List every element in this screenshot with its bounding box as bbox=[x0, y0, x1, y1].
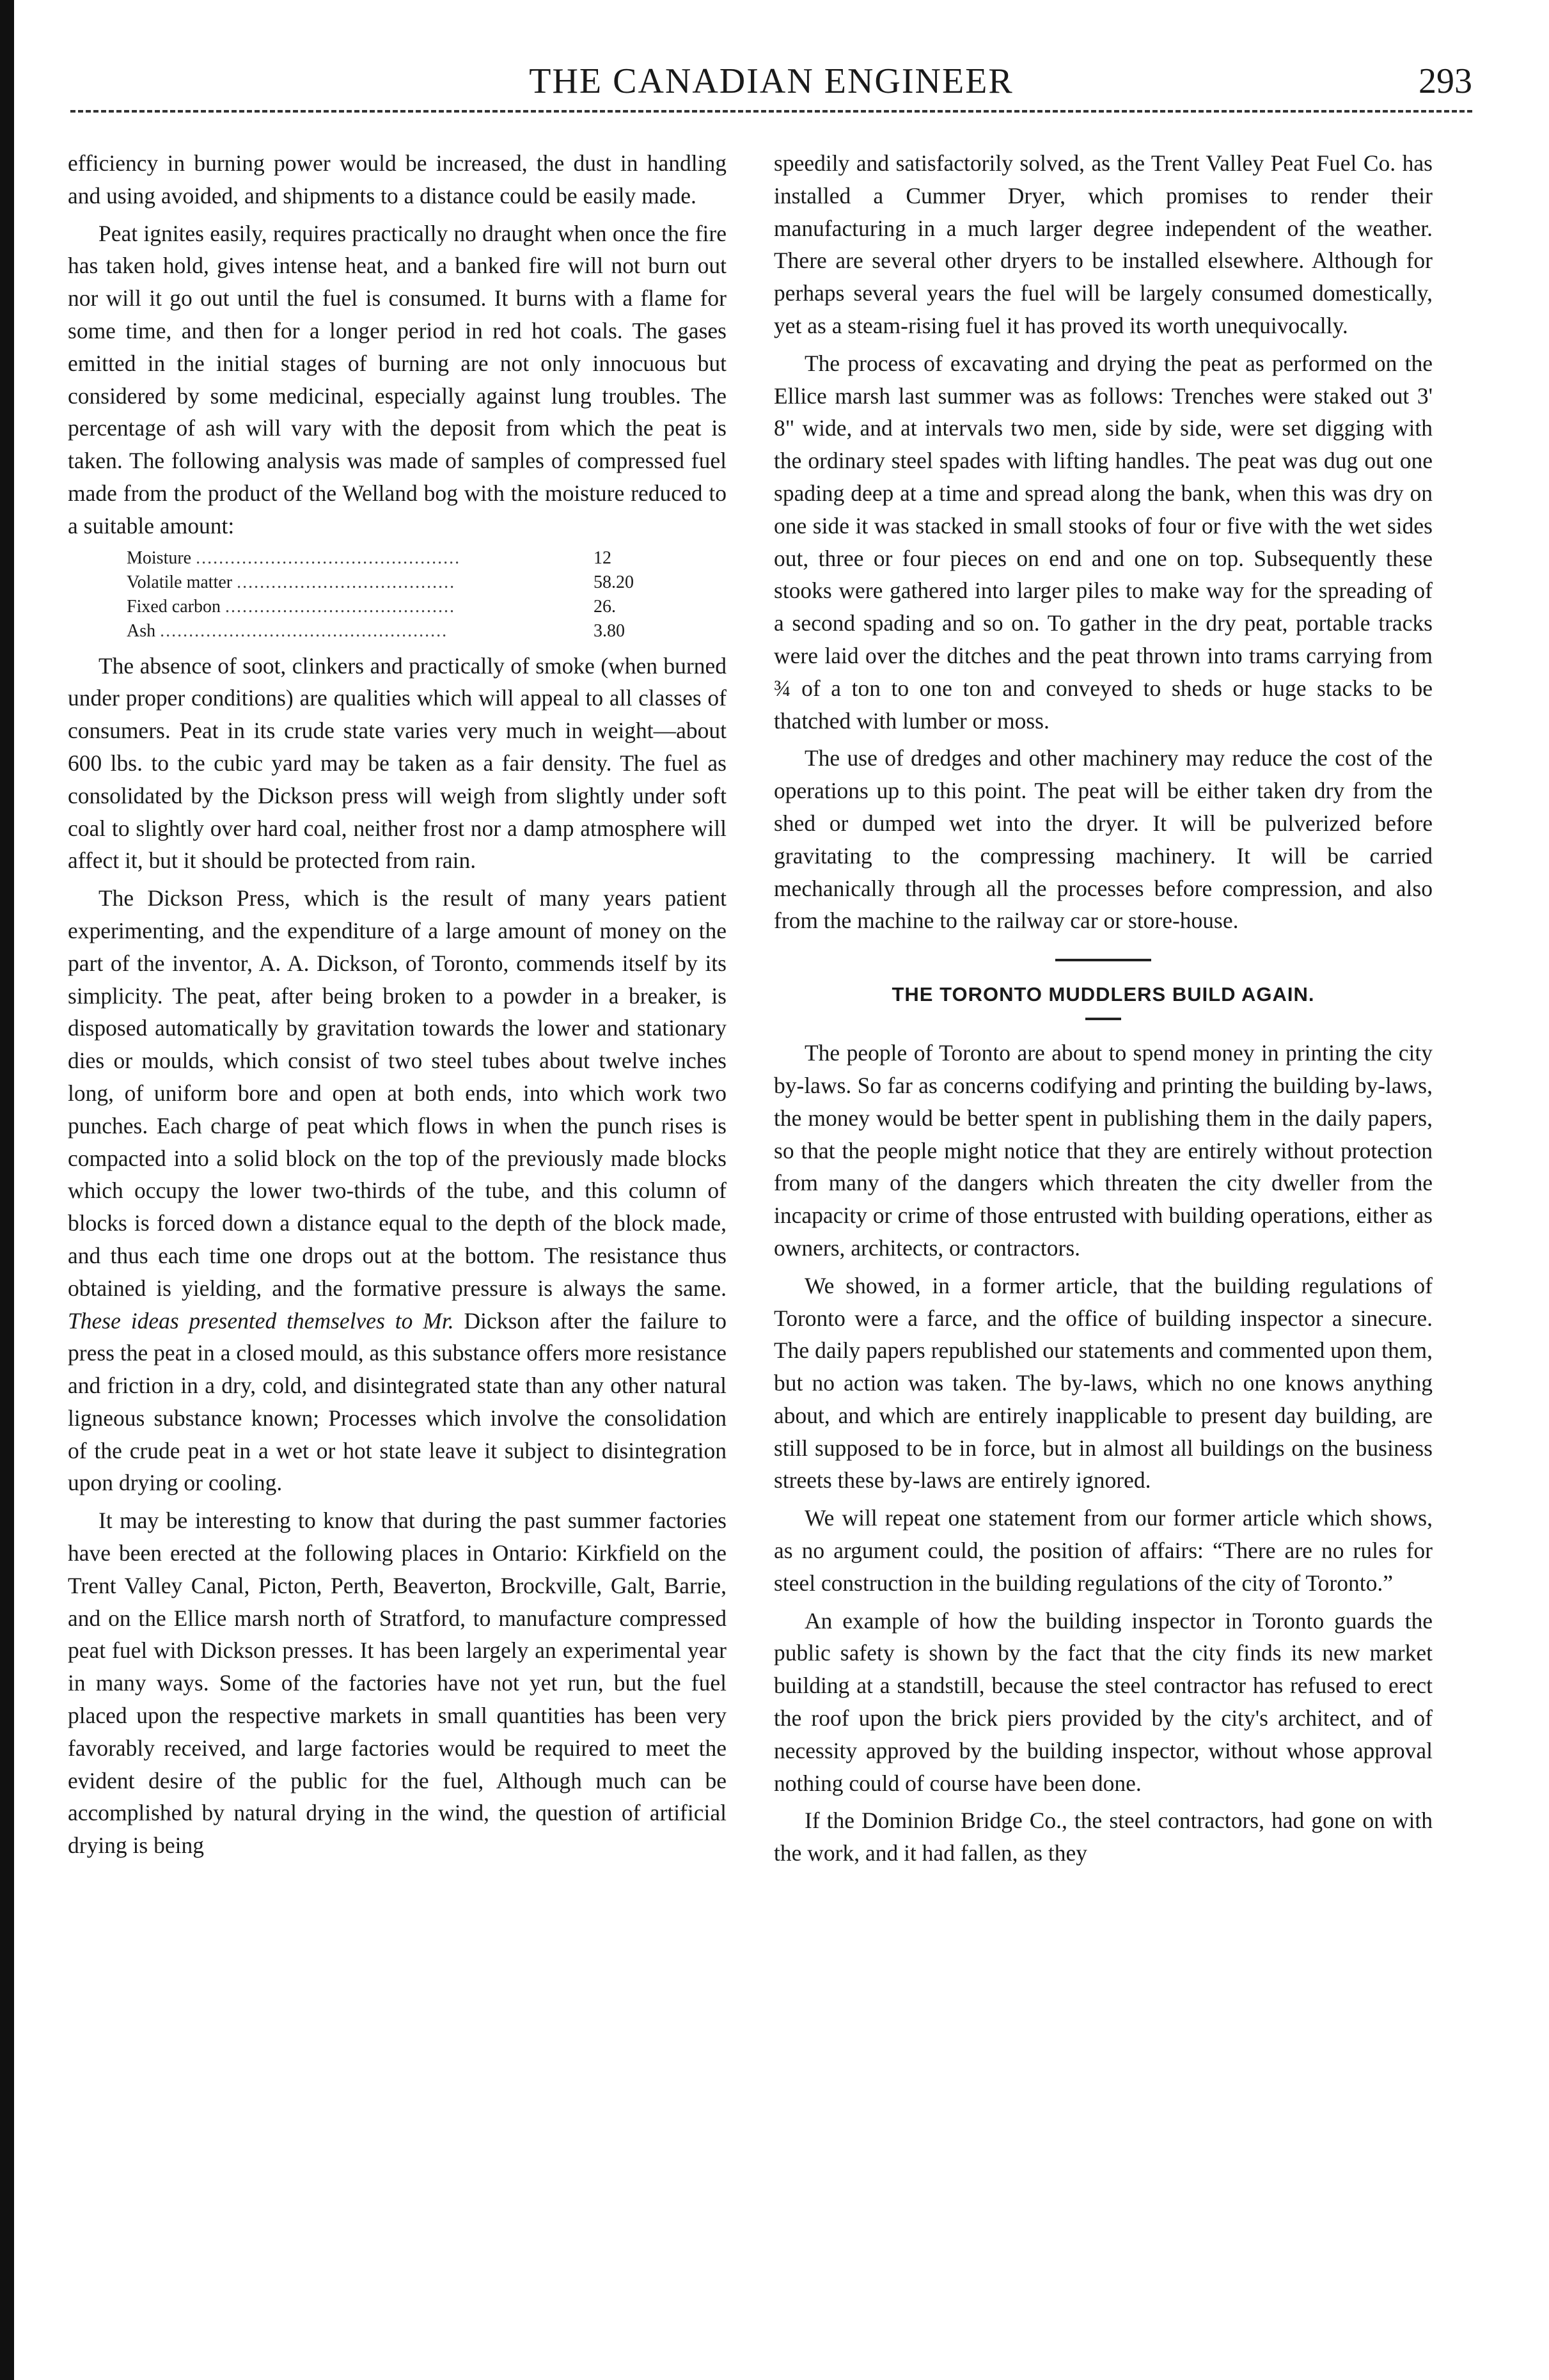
running-title: THE CANADIAN ENGINEER bbox=[529, 61, 1014, 101]
analysis-table bbox=[127, 546, 651, 643]
leader-dots: ........................................ bbox=[224, 596, 455, 617]
scan-edge-bar bbox=[0, 0, 14, 2380]
analysis-label: Ash bbox=[127, 620, 156, 641]
title-underline bbox=[1085, 1018, 1121, 1020]
section-title: THE TORONTO MUDDLERS BUILD AGAIN. bbox=[892, 983, 1315, 1006]
leader-dots: .................................................. bbox=[160, 620, 448, 641]
header-rule bbox=[70, 110, 1472, 113]
analysis-value: 58.20 bbox=[594, 572, 634, 592]
leader-dots: .............................................. bbox=[196, 548, 461, 568]
page-header bbox=[70, 59, 1472, 110]
analysis-value: 26. bbox=[594, 596, 616, 617]
left-column bbox=[68, 147, 727, 1862]
section-divider bbox=[1055, 959, 1151, 961]
italic-text: These ideas presented themselves to Mr. bbox=[68, 1307, 454, 1334]
paragraph: It may be interesting to know that during the past summer factories have been erected at the following places in Ontario: Kirkfield on the Trent Valley Canal, Picton, Perth, Beaverton, Brockville, Galt, Barrie, and on the Ellice marsh north of Stratford, to manufacture compressed peat fuel with Dickson presses. It has been largely an experimental year in many ways. Some of the factories have not yet run, but the fuel placed upon the respective markets in small quantities has been very favorably received, and large factories would be required to meet the evident desire of the public for the fuel, Although much can be accomplished by natural drying in the wind, the question of artificial drying is being bbox=[68, 1508, 727, 1859]
analysis-value: 12 bbox=[594, 548, 611, 568]
paragraph: The use of dredges and other machinery may reduce the cost of the operations up to this point. The peat will be either taken dry from the shed or dumped wet into the dryer. It will be pulverized before gravitating to the compressing machinery. It will be carried mechanically through all the processes before compression, and also from the machine to the railway car or store-house. bbox=[774, 745, 1433, 934]
paragraph: If the Dominion Bridge Co., the steel contractors, had gone on with the work, and it had fallen, as they bbox=[774, 1808, 1433, 1866]
paragraph: Peat ignites easily, requires practically no draught when once the fire has taken hold, gives intense heat, and a banked fire will not burn out nor will it go out until the fuel is consumed. It burns with a flame for some time, and then for a longer period in red hot coals. The gases emitted in the initial stages of burning are not only innocuous but considered by some medicinal, especially against lung troubles. The percentage of ash will vary with the deposit from which the peat is taken. The following analysis was made of samples of compressed fuel made from the product of the Welland bog with the moisture reduced to a suitable amount: bbox=[68, 220, 727, 539]
paragraph: The absence of soot, clinkers and practically of smoke (when burned under proper conditions) are qualities which will appeal to all classes of consumers. Peat in its crude state varies very much in weight—about 600 lbs. to the cubic yard may be taken as a fair density. The fuel as consolidated by the Dickson press will weigh from slightly under soft coal to slightly over hard coal, neither frost nor a damp atmosphere will affect it, but it should be protected from rain. bbox=[68, 652, 727, 874]
analysis-label: Volatile matter bbox=[127, 572, 233, 592]
page-number: 293 bbox=[1419, 61, 1472, 101]
paragraph: speedily and satisfactorily solved, as the Trent Valley Peat Fuel Co. has installed a Cummer Dryer, which promises to render their manufacturing in a much larger degree independent of the weather. There are several other dryers to be installed elsewhere. Although for perhaps several years the fuel will be largely consumed domestically, yet as a steam-rising fuel it has proved its worth unequivocally. bbox=[774, 150, 1433, 338]
leader-dots: ...................................... bbox=[237, 572, 456, 592]
paragraph: The people of Toronto are about to spend money in printing the city by-laws. So far as concerns codifying and printing the building by-laws, the money would be better spent in publishing them in the daily papers, so that the people might notice that they are entirely without protection from many of the dangers which threaten the city dweller from the incapacity or crime of those entrusted with building operations, either as owners, architects, or contractors. bbox=[774, 1040, 1433, 1261]
analysis-value: 3.80 bbox=[594, 620, 625, 641]
paragraph: We showed, in a former article, that the building regulations of Toronto were a farce, and the office of building inspector a sinecure. The daily papers republished our statements and commented upon them, but no action was taken. The by-laws, which no one knows anything about, and which are entirely inapplicable to present day building, are still supposed to be in force, but in almost all buildings on the business streets these by-laws are entirely ignored. bbox=[774, 1272, 1433, 1493]
right-column bbox=[774, 147, 1433, 1870]
analysis-row bbox=[127, 619, 651, 643]
paragraph: An example of how the building inspector in Toronto guards the public safety is shown by the fact that the city finds its new market building at a standstill, because the steel contractor has refused to erect the roof upon the brick piers provided by the city's architect, and of necessity approved by the building inspector, without whose approval nothing could of course have been done. bbox=[774, 1607, 1433, 1796]
analysis-label: Fixed carbon bbox=[127, 596, 221, 617]
paragraph: efficiency in burning power would be increased, the dust in handling and using avoided, and shipments to a distance could be easily made. bbox=[68, 150, 727, 209]
analysis-label: Moisture bbox=[127, 548, 192, 568]
analysis-row bbox=[127, 595, 651, 619]
paragraph-text: The Dickson Press, which is the result of many years patient experimenting, and the expenditure of a large amount of money on the part of the inventor, A. A. Dickson, of Toronto, commends itself by its simplicity. The peat, after being broken to a powder in a breaker, is disposed automatically by gravitation towards the lower and stationary dies or moulds, which consist of two steel tubes about twelve inches long, of uniform bore and open at both ends, into which work two punches. Each charge of peat which flows in when the punch rises is compacted into a solid block on the top of the previously made blocks which occupy the lower two-thirds of the tube, and this column of blocks is forced down a distance equal to the depth of the block made, and thus each time one drops out at the bottom. The resistance thus obtained is yielding, and the formative pressure is always the same. bbox=[68, 885, 727, 1301]
paragraph: The process of excavating and drying the peat as performed on the Ellice marsh last summer was as follows: Trenches were staked out 3' 8" wide, and at intervals two men, side by side, were set digging with the ordinary steel spades with lifting handles. The peat was dug out one spading deep at a time and spread along the bank, when this was dry on one side it was stacked in small stooks of four or five with the wet sides out, three or four pieces on end and one on top. Subsequently these stooks were gathered into larger piles to make way for the spreading of a second spading and so on. To gather in the dry peat, portable tracks were laid over the ditches and the peat thrown into trams carrying from ¾ of a ton to one ton and conveyed to sheds or huge stacks to be thatched with lumber or moss. bbox=[774, 350, 1433, 734]
paragraph: We will repeat one statement from our former article which shows, as no argument could, the position of affairs: “There are no rules for steel construction in the building regulations of the city of Toronto.” bbox=[774, 1505, 1433, 1596]
paragraph bbox=[68, 882, 727, 1499]
paragraph-text: Dickson after the failure to press the peat in a closed mould, as this substance offers more resistance and friction in a dry, cold, and disintegrated state than any other natural ligneous substance known; Processes which involve the consolidation of the crude peat in a wet or hot state leave it subject to disintegration upon drying or cooling. bbox=[68, 1307, 727, 1496]
analysis-row bbox=[127, 571, 651, 595]
analysis-row bbox=[127, 546, 651, 571]
